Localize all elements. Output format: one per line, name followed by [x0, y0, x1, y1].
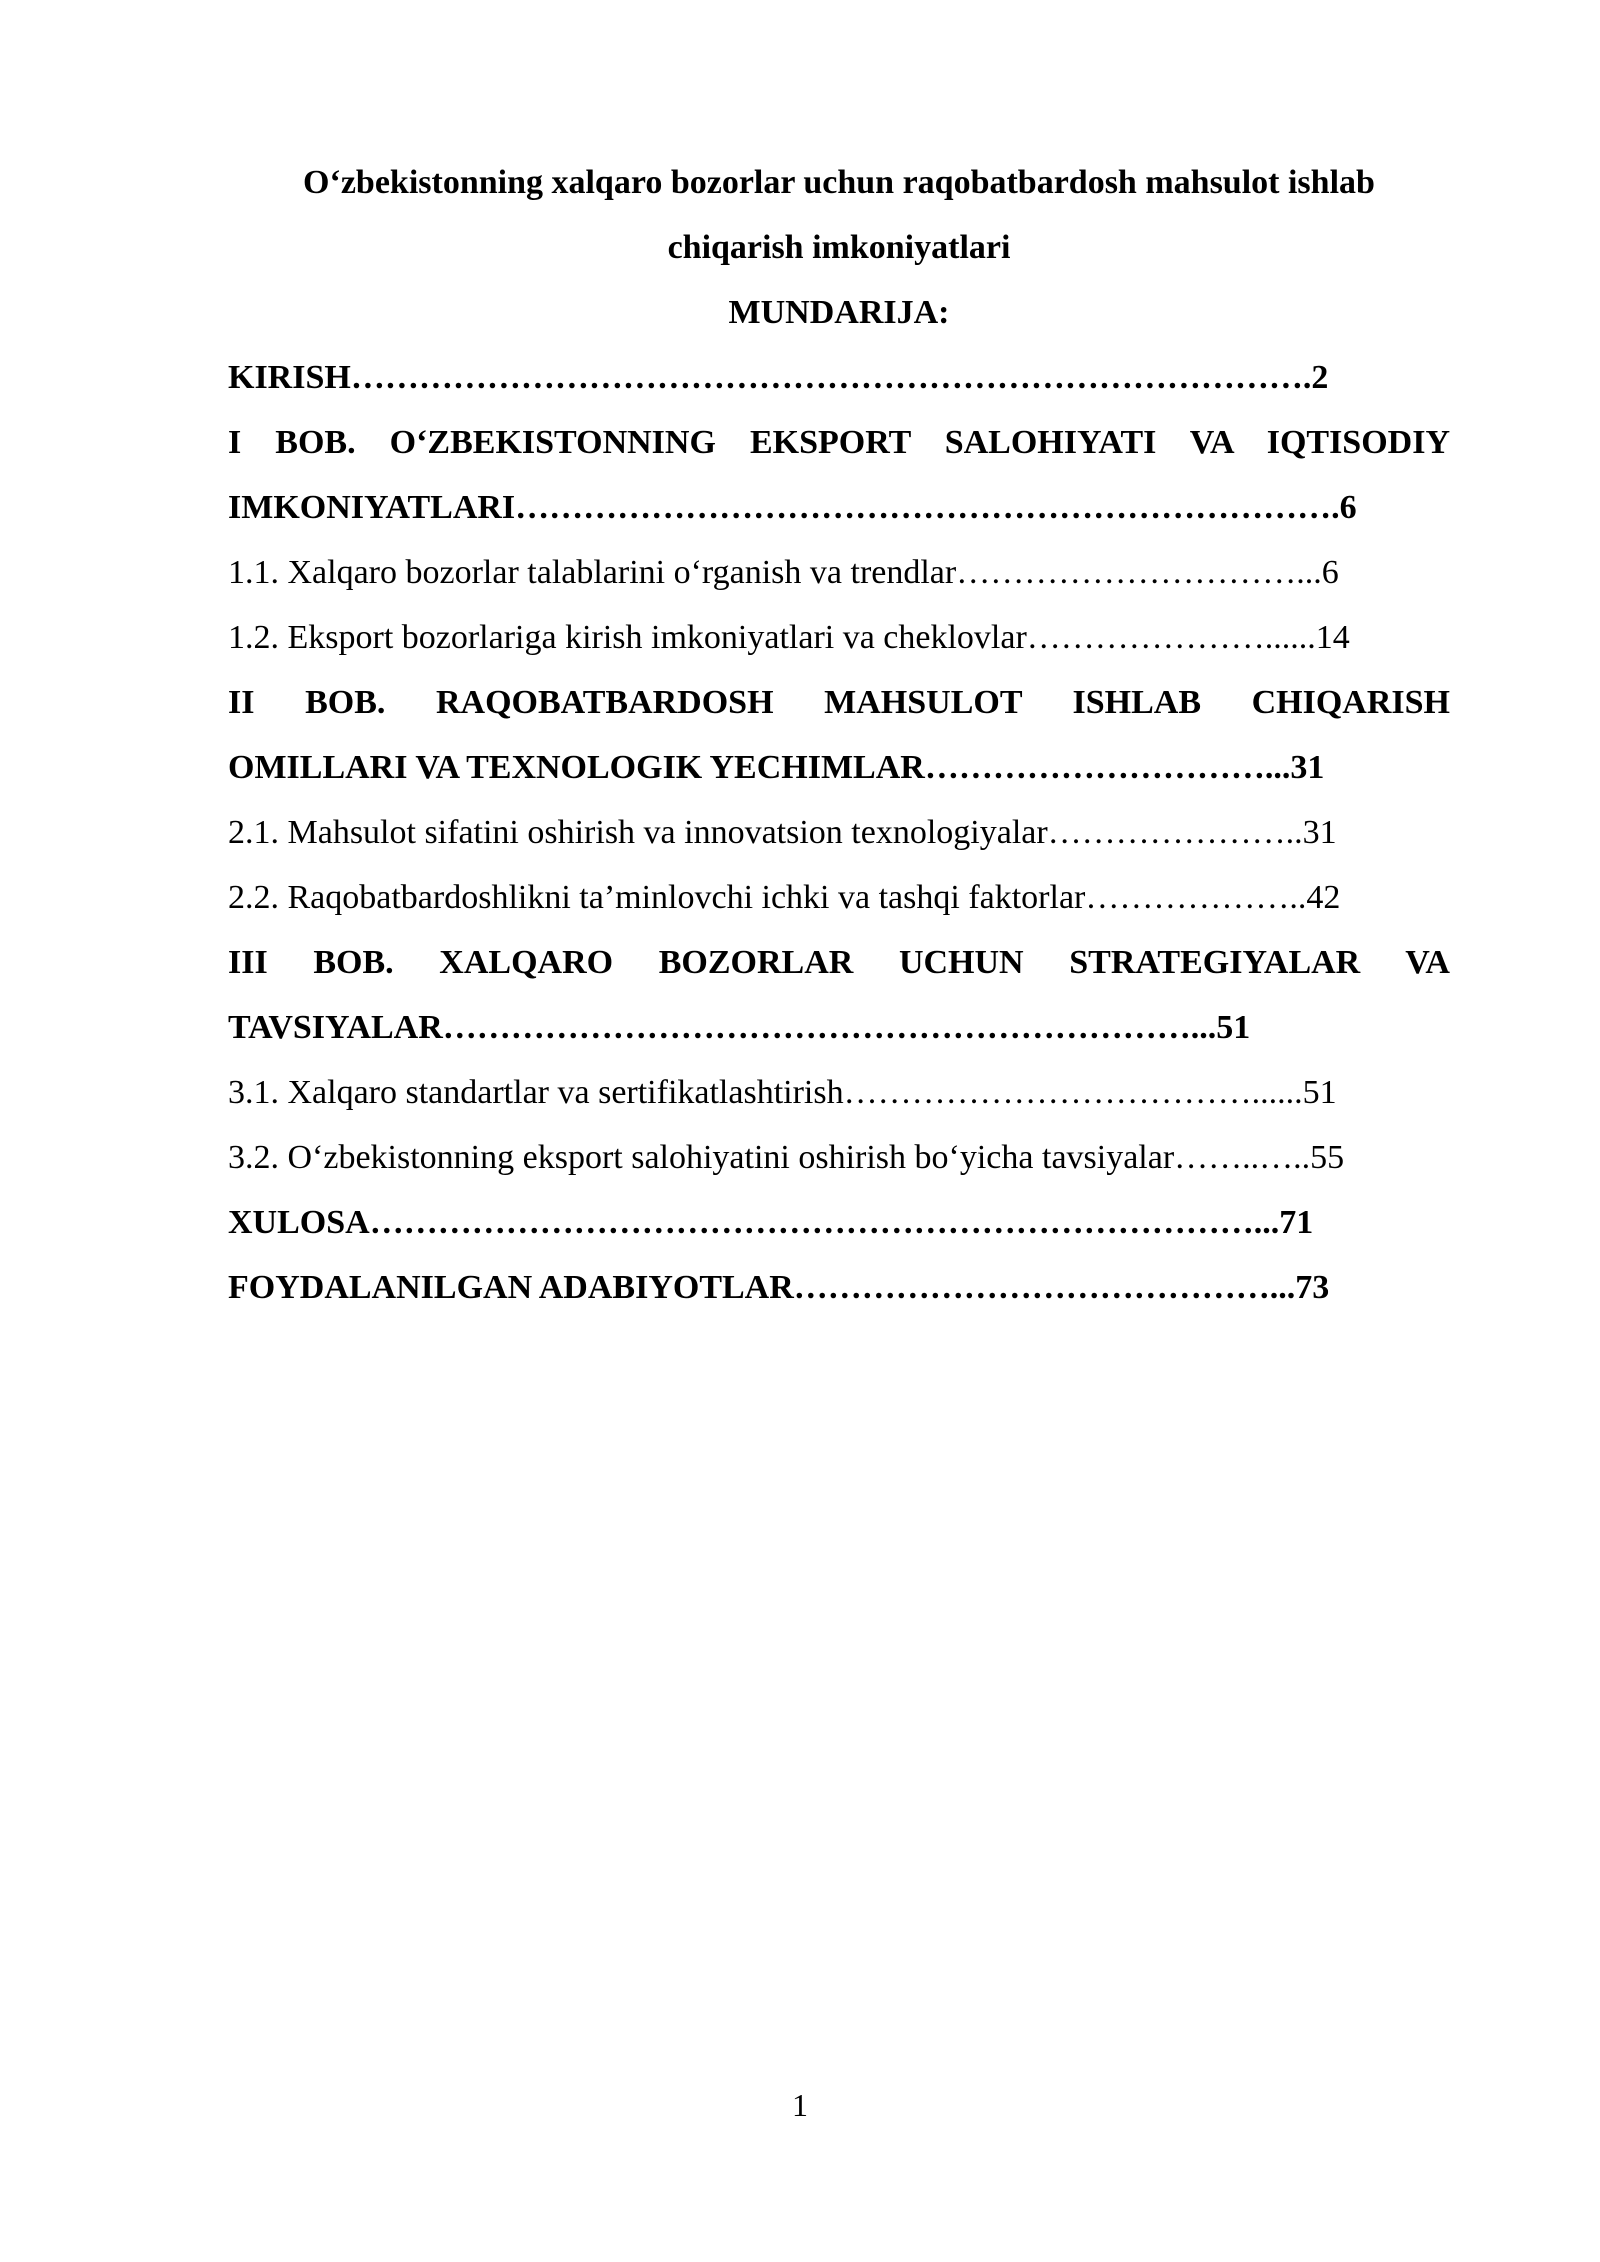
toc-entry-kirish: KIRISH………………………………………………………………………….2 — [228, 359, 1329, 396]
toc-entry-xulosa: XULOSA……………………………………………………………………...71 — [228, 1204, 1314, 1241]
toc-entry-section-1-2: 1.2. Eksport bozorlariga kirish imkoniyatlari va cheklovlar…………………......14 — [228, 619, 1350, 656]
document-page — [228, 150, 1450, 1320]
table-of-contents — [228, 345, 1450, 1320]
document-title-line-2: chiqarish imkoniyatlari — [667, 229, 1011, 266]
toc-entry-adabiyotlar: FOYDALANILGAN ADABIYOTLAR……………………………………...73 — [228, 1269, 1330, 1306]
toc-entry-chapter-1-line-1: I BOB. O‘ZBEKISTONNING EKSPORT SALOHIYATI VA IQTISODIY — [228, 424, 1450, 461]
document-title-line-1: O‘zbekistonning xalqaro bozorlar uchun raqobatbardosh mahsulot ishlab — [303, 164, 1375, 201]
contents-heading: MUNDARIJA: — [728, 294, 950, 331]
toc-entry-section-1-1: 1.1. Xalqaro bozorlar talablarini o‘rganish va trendlar…………………………...6 — [228, 554, 1339, 591]
toc-entry-section-3-2: 3.2. O‘zbekistonning eksport salohiyatini oshirish bo‘yicha tavsiyalar……..…..55 — [228, 1139, 1345, 1176]
toc-entry-chapter-2-line-2: OMILLARI VA TEXNOLOGIK YECHIMLAR…………………………...31 — [228, 749, 1325, 786]
toc-entry-chapter-2-line-1: II BOB. RAQOBATBARDOSH MAHSULOT ISHLAB CHIQARISH — [228, 684, 1450, 721]
toc-entry-section-2-2: 2.2. Raqobatbardoshlikni ta’minlovchi ichki va tashqi faktorlar………………..42 — [228, 879, 1341, 916]
toc-entry-chapter-3-line-1: III BOB. XALQARO BOZORLAR UCHUN STRATEGIYALAR VA — [228, 944, 1450, 981]
toc-entry-chapter-1-line-2: IMKONIYATLARI……………………………………………………………….6 — [228, 489, 1357, 526]
toc-entry-section-2-1: 2.1. Mahsulot sifatini oshirish va innovatsion texnologiyalar…………………..31 — [228, 814, 1337, 851]
toc-entry-section-3-1: 3.1. Xalqaro standartlar va sertifikatlashtirish………………………………......51 — [228, 1074, 1337, 1111]
page-number: 1 — [792, 2087, 808, 2123]
toc-entry-chapter-3-line-2: TAVSIYALAR…………………………………………………………...51 — [228, 1009, 1251, 1046]
